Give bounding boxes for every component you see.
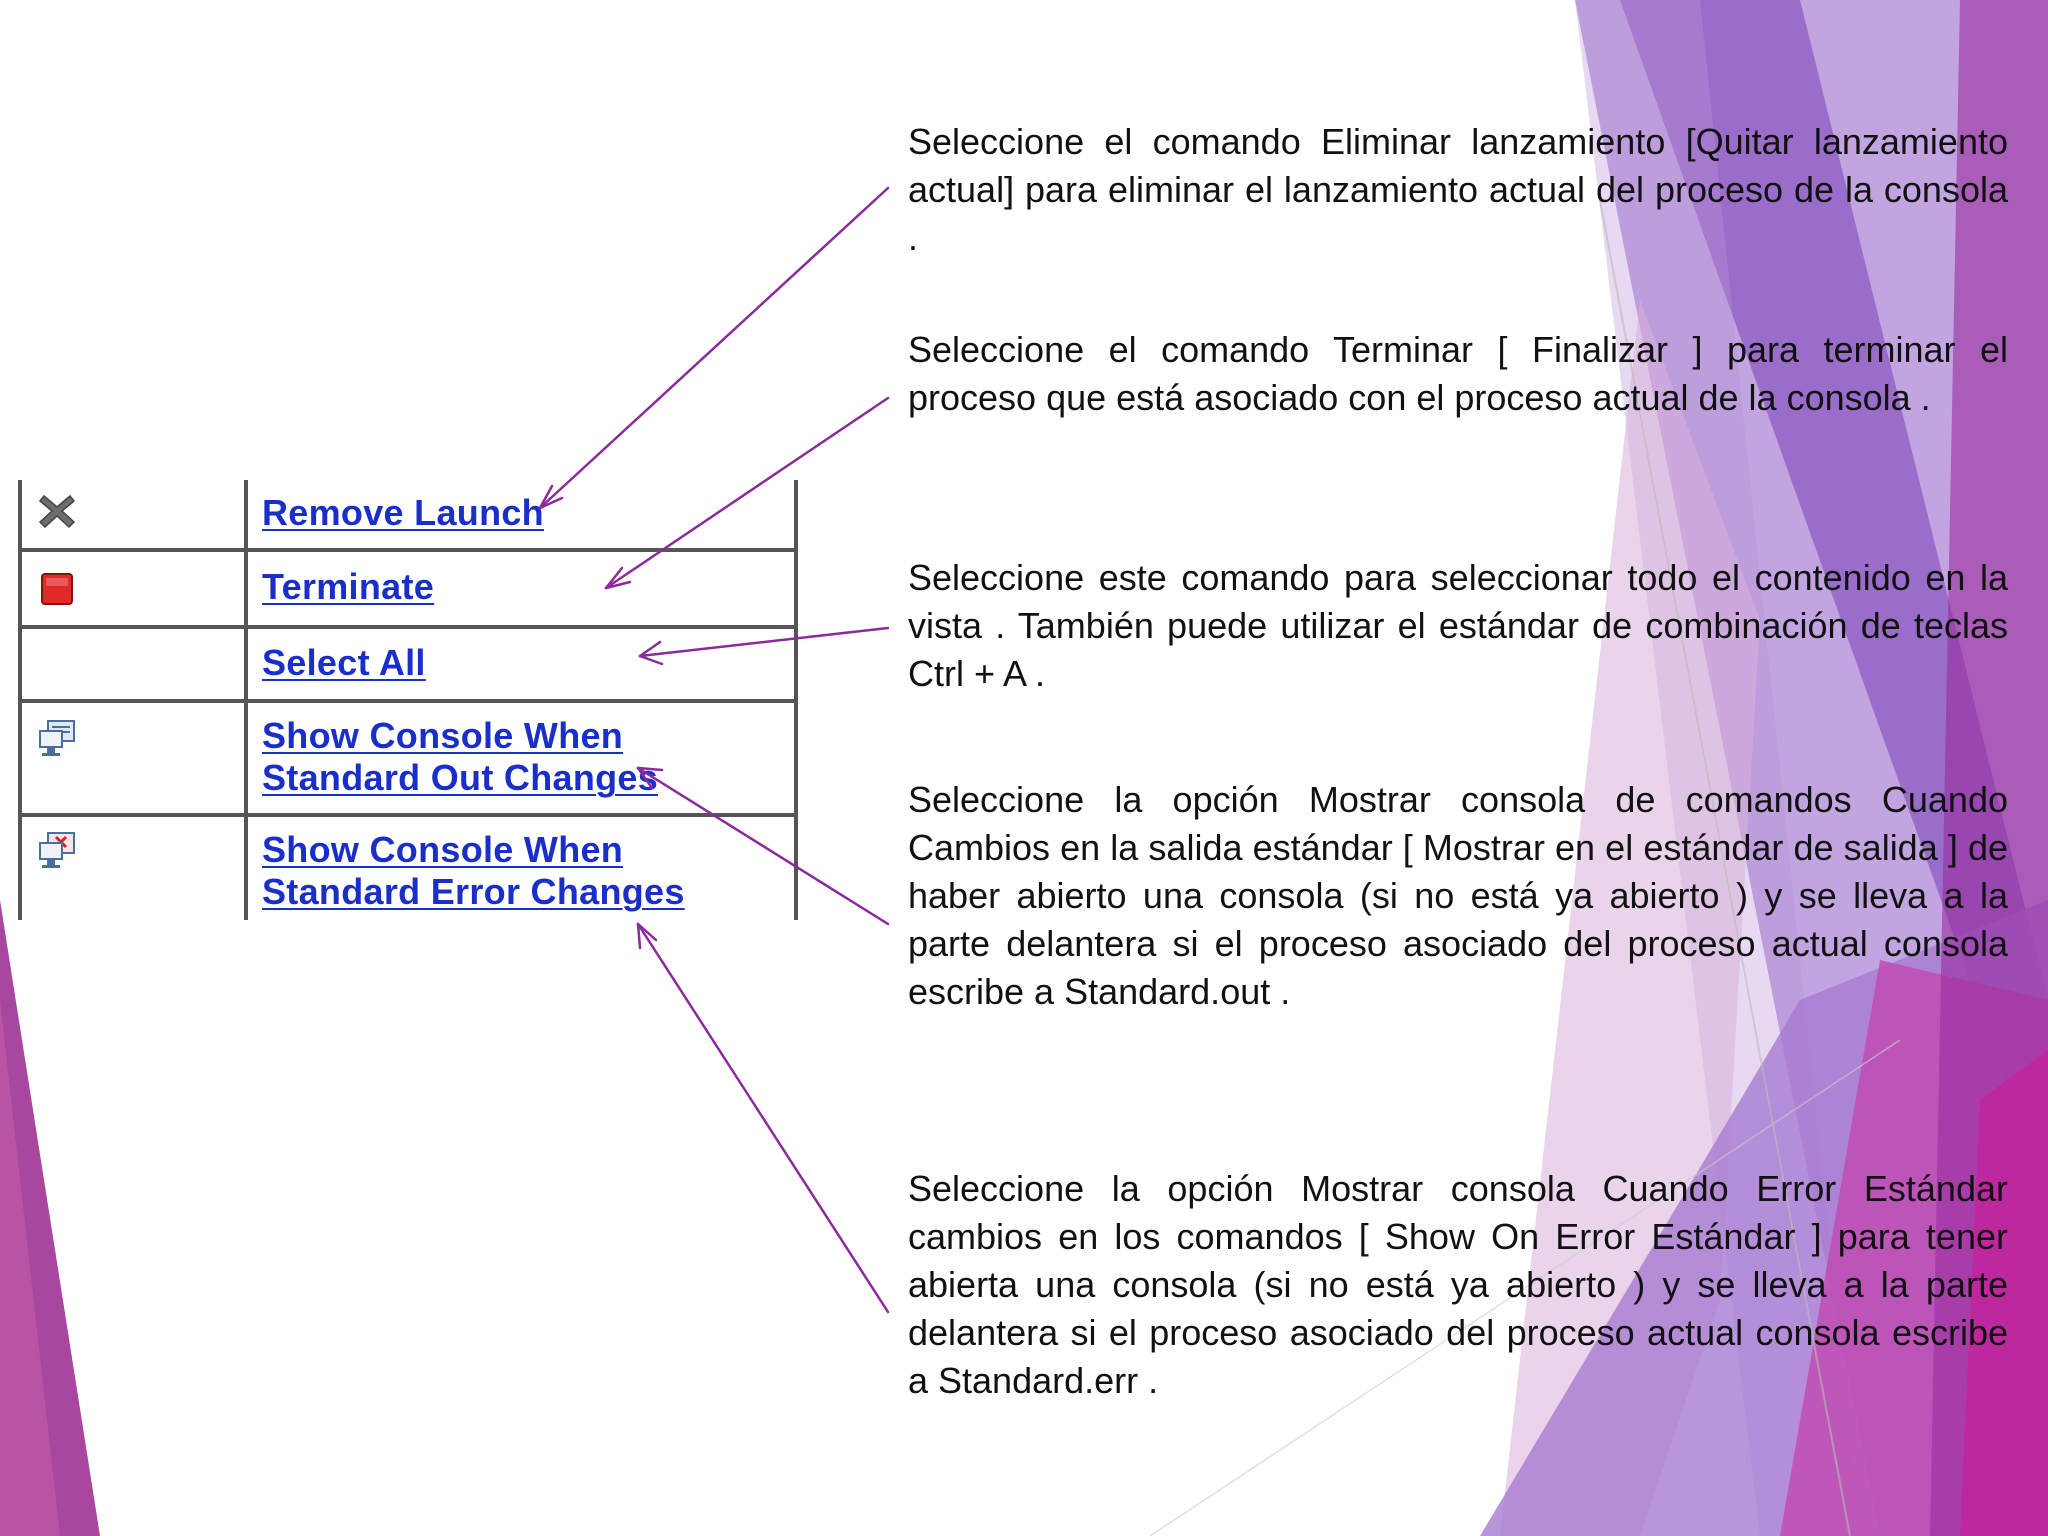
table-row-select-all [18,629,798,699]
show-console-out-link[interactable]: Show Console When Standard Out Changes [262,715,659,798]
console-out-icon [36,717,78,759]
console-commands-table [18,480,798,920]
remove-x-icon [36,490,78,532]
table-row-terminate [18,552,798,625]
description-terminate: Seleccione el comando Terminar [ Finalizar ] para terminar el proceso que está asociado con el proceso actual de la consola . [908,329,2008,418]
description-show-console-out: Seleccione la opción Mostrar consola de comandos Cuando Cambios en la salida estándar [ Mostrar en el estándar de salida ] de haber abierto una consola (si no está ya abierto ) y se lleva a la parte delantera si el proceso asociado del proceso actual consola escribe a Standard.out . [908,779,2008,1012]
terminate-square-icon [36,568,78,610]
select-all-link[interactable]: Select All [262,642,426,683]
description-show-console-error: Seleccione la opción Mostrar consola Cuando Error Estándar cambios en los comandos [ Show On Error Estándar ] para tener abierta una consola (si no está ya abierto ) y se lleva a la parte delantera si el proceso asociado del proceso actual consola escribe a Standard.err . [908,1168,2008,1401]
table-row-remove-launch [18,480,798,548]
table-row-show-console-out [18,703,798,813]
description-remove-launch: Seleccione el comando Eliminar lanzamiento [Quitar lanzamiento actual] para eliminar el lanzamiento actual del proceso de la consola . [908,121,2008,258]
show-console-error-link[interactable]: Show Console When Standard Error Changes [262,829,685,912]
terminate-link[interactable]: Terminate [262,566,435,607]
remove-launch-link[interactable]: Remove Launch [262,492,544,533]
table-row-show-console-error [18,817,798,920]
console-error-icon [36,829,78,871]
description-select-all: Seleccione este comando para seleccionar todo el contenido en la vista . También puede utilizar el estándar de combinación de teclas Ctrl + A . [908,557,2008,694]
